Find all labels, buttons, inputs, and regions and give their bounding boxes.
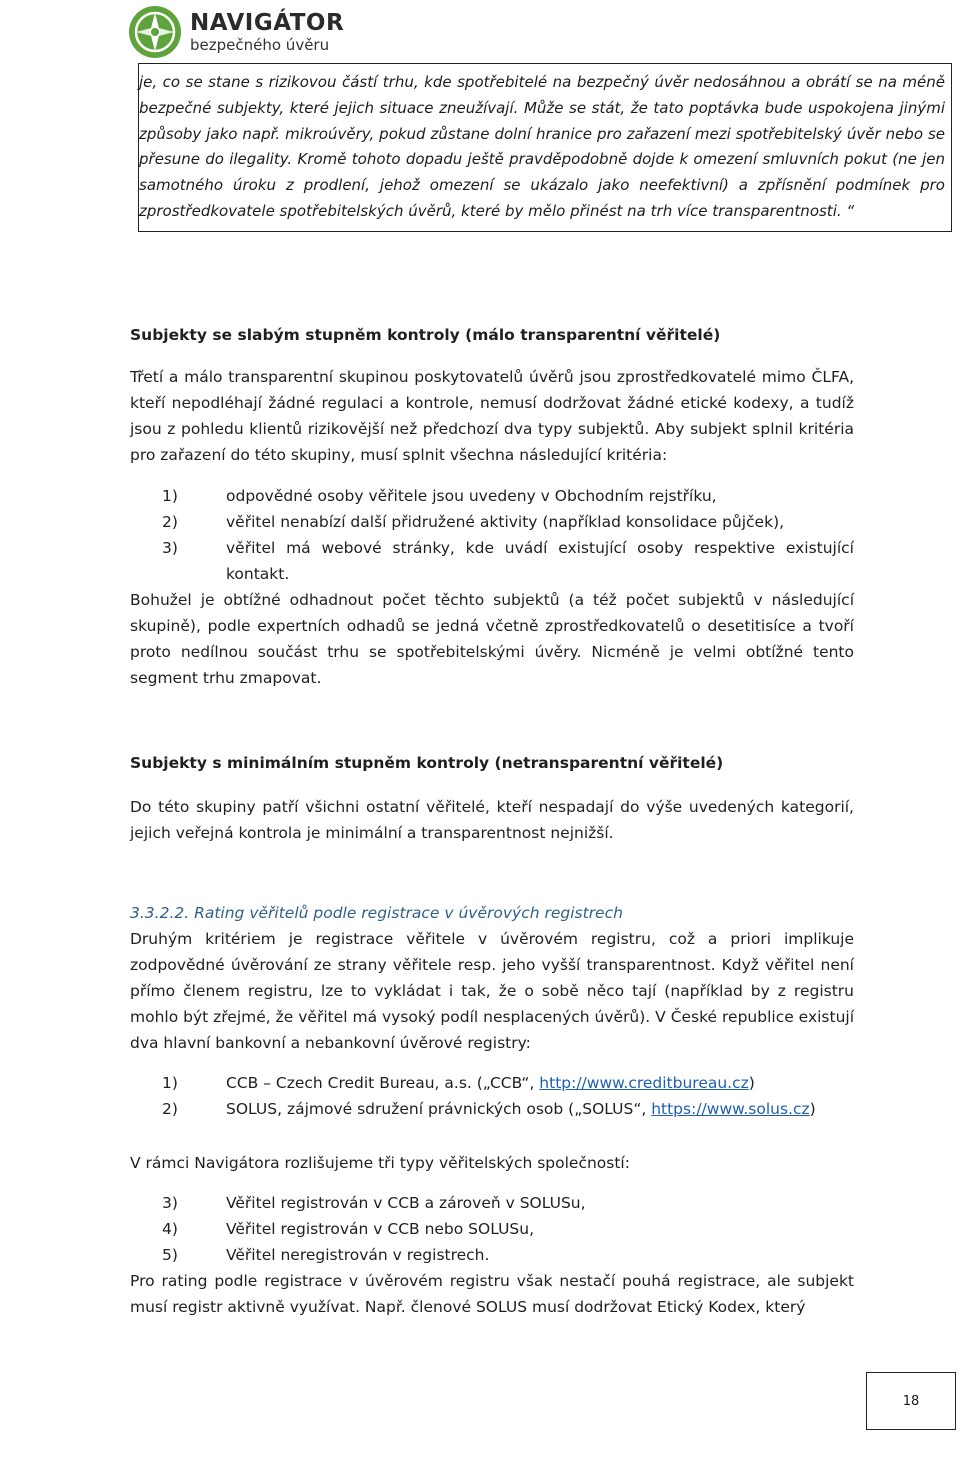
section-heading-minimal: Subjekty s minimálním stupněm kontroly (netransparentní věřitelé) [130,754,724,772]
weak-conclusion-paragraph: Bohužel je obtížné odhadnout počet těchto subjektů (a též počet subjektů v následující skupině), podle expertních odhadů se jedná včetně zprostředkovatelů o desetitisíce a tvoří proto nedílnou součást trhu se spotřebitelskými úvěry. Nicméně je velmi obtížné tento segment trhu zmapovat. [130,591,854,687]
registry-list [130,1070,854,1122]
section-minimal-control [130,750,854,846]
quote-text: je, co se stane s rizikovou částí trhu, kde spotřebitelé na bezpečný úvěr nedosáhnou a obrátí se na méně bezpečné subjekty, které jejich situace zneužívají. Může se stát, že tato poptávka bude uspokojena jinými způsoby jako např. mikroúvěry, pokud zůstane dolní hranice pro zařazení mezi spotřebitelský úvěr nebo se přesune do ilegality. Kromě tohoto dopadu ještě pravděpodobně dojde k omezení smluvních pokut (ne jen samotného úroku z prodlení, jehož omezení se ukázalo jako neefektivní) a zpřísnění podmínek pro zprostředkovatele spotřebitelských úvěrů, které by mělo přinést na trh více transparentnosti. “ [139,73,945,220]
section-heading-weak: Subjekty se slabým stupněm kontroly (málo transparentní věřitelé) [130,326,721,344]
minimal-paragraph: Do této skupiny patří všichni ostatní věřitelé, kteří nespadají do výše uvedených kategorií, jejich veřejná kontrola je minimální a transparentnost nejnižší. [130,798,854,842]
list-item: 1) CCB – Czech Credit Bureau, a.s. („CCB“, http://www.creditbureau.cz) [162,1074,755,1092]
list-item: 3) Věřitel registrován v CCB a zároveň v SOLUSu, [162,1194,586,1212]
navigator-logo [128,4,344,60]
criteria-list [130,483,854,587]
section-rating [130,900,854,1320]
list-item: 4) Věřitel registrován v CCB nebo SOLUSu, [162,1220,535,1238]
weak-intro-paragraph: Třetí a málo transparentní skupinou poskytovatelů úvěrů jsou zprostředkovatelé mimo ČLFA, kteří nepodléhají žádné regulaci a kontrole, nemusí dodržovat žádné etické kodexy, a tudíž jsou z pohledu klientů rizikovější než předchozí dva typy subjektů. Aby subjekt splnil kritéria pro zařazení do této skupiny, musí splnit všechna následující kritéria: [130,368,854,464]
quote-box [138,63,952,232]
list-item: 3) věřitel má webové stránky, kde uvádí existující osoby respektive existující kontakt. [162,539,854,583]
compass-logo-icon [128,5,182,59]
logo-tagline: bezpečného úvěru [190,35,330,54]
list-item: 2) SOLUS, zájmové sdružení právnických osob („SOLUS“, https://www.solus.cz) [162,1100,816,1118]
section-weak-control [130,322,854,691]
creditbureau-link[interactable]: http://www.creditbureau.cz [539,1074,749,1092]
list-item: 1) odpovědné osoby věřitele jsou uvedeny v Obchodním rejstříku, [162,487,717,505]
closing-paragraph: Pro rating podle registrace v úvěrovém registru však nestačí pouhá registrace, ale subjekt musí registr aktivně využívat. Např. členové SOLUS musí dodržovat Etický Kodex, který [130,1272,854,1316]
rating-paragraph: Druhým kritériem je registrace věřitele v úvěrovém registru, což a priori implikuje zodpovědné úvěrování ze strany věřitele resp. jeho vyšší transparentnost. Když věřitel není přímo členem registru, lze to vykládat i tak, že o sobě něco tají (například by z registru mohlo být zřejmé, že věřitel má vysoký podíl nesplacených úvěrů). V České republice existují dva hlavní bankovní a nebankovní úvěrové registry: [130,930,855,1052]
logo-brand-text: NAVIGÁTOR [190,9,345,36]
rating-subheading: 3.3.2.2. Rating věřitelů podle registrace v úvěrových registrech [130,904,623,922]
list-item: 2) věřitel nenabízí další přidružené aktivity (například konsolidace půjček), [162,513,785,531]
page-number-box [866,1372,956,1430]
creditor-types-list [130,1190,854,1268]
types-intro: V rámci Navigátora rozlišujeme tři typy věřitelských společností: [130,1154,630,1172]
solus-link[interactable]: https://www.solus.cz [651,1100,810,1118]
page-number: 18 [902,1393,920,1409]
list-item: 5) Věřitel neregistrován v registrech. [162,1246,490,1264]
